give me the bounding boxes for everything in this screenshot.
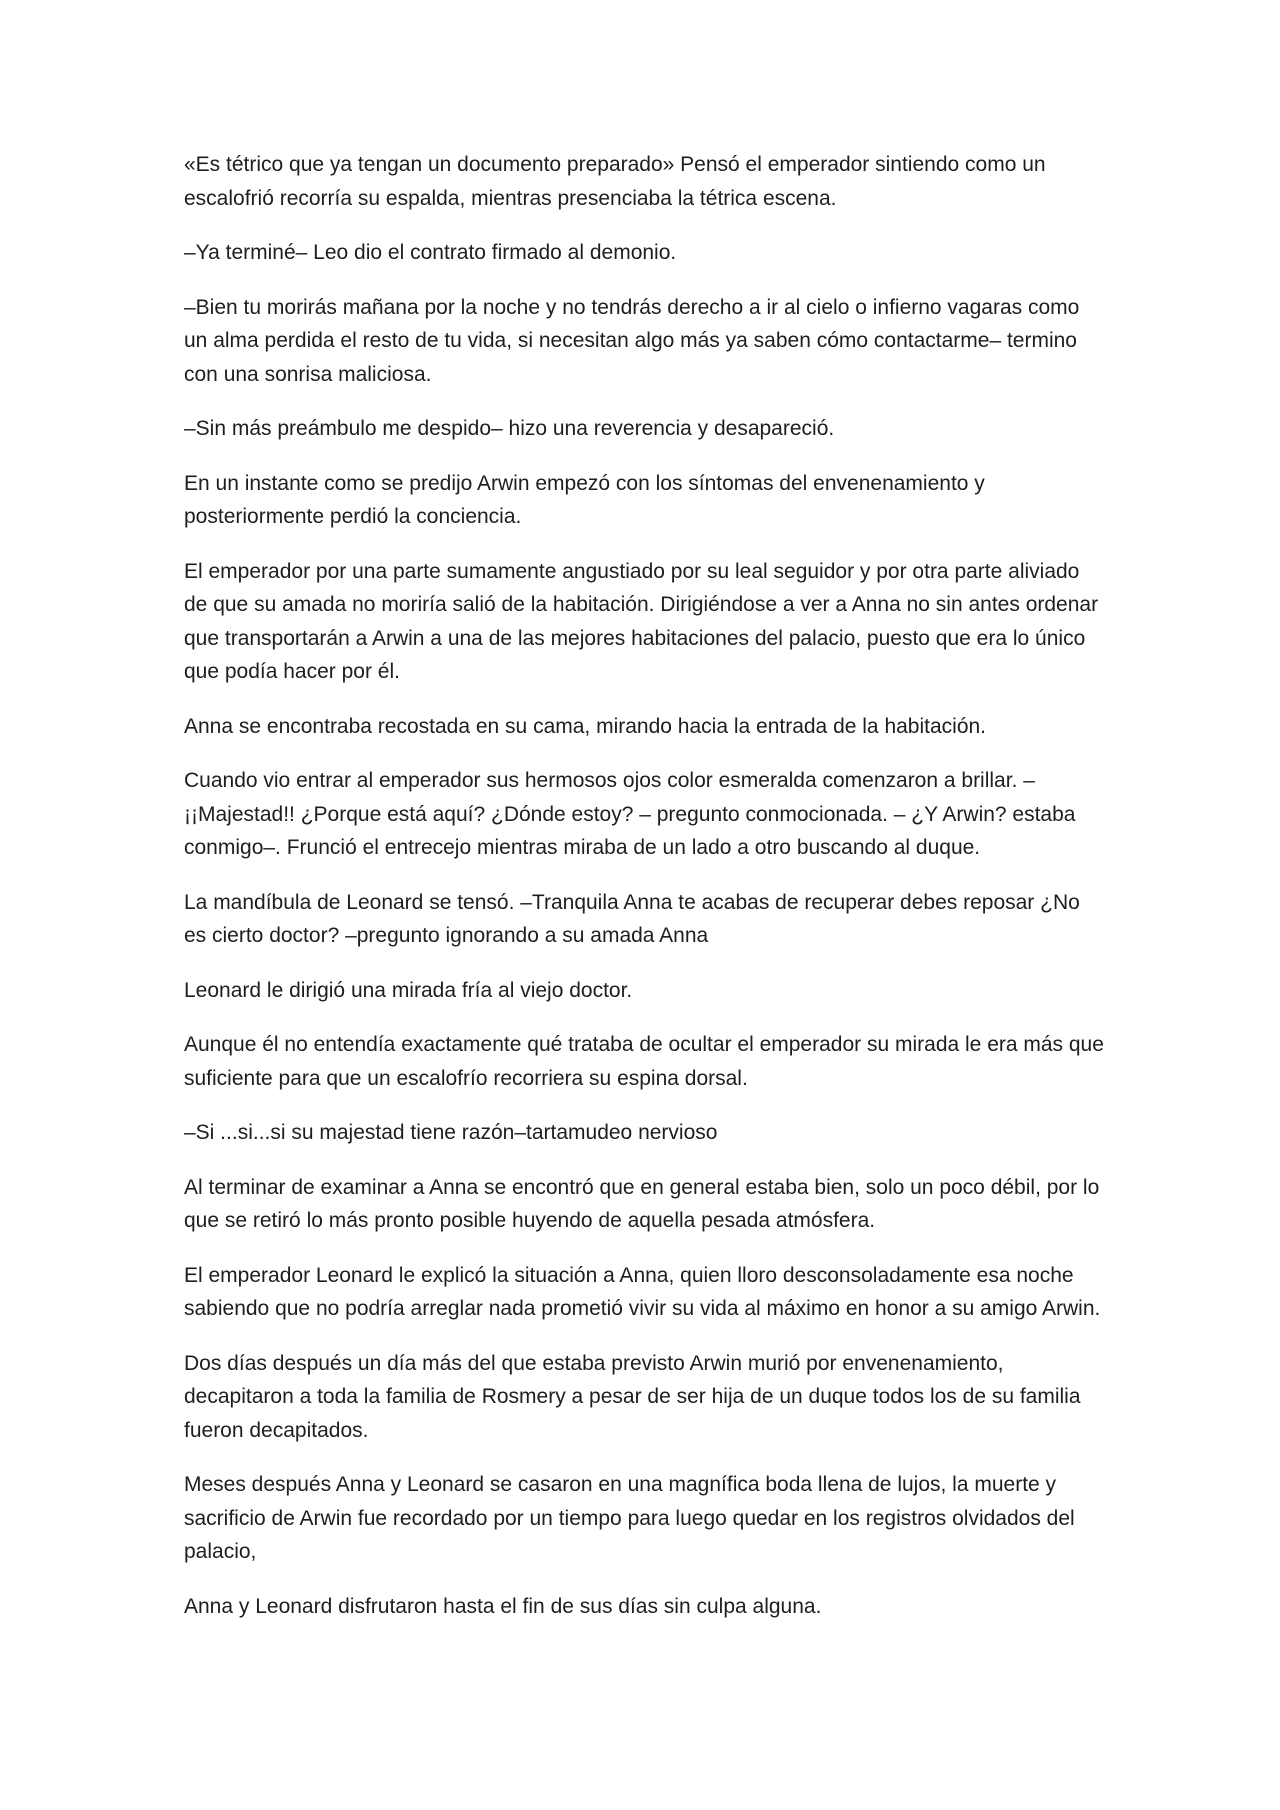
paragraph-7: Anna se encontraba recostada en su cama, mirando hacia la entrada de la habitación.: [184, 714, 987, 738]
paragraph-17: Anna y Leonard disfrutaron hasta el fin de sus días sin culpa alguna.: [184, 1594, 822, 1618]
paragraph-9: La mandíbula de Leonard se tensó. –Tranquila Anna te acabas de recuperar debes reposar ¿No es cierto doctor? –pregunto ignorando a su amada Anna: [184, 890, 1080, 947]
paragraph-11: Aunque él no entendía exactamente qué trataba de ocultar el emperador su mirada le era más que suficiente para que un escalofrío recorriera su espina dorsal.: [184, 1033, 1104, 1090]
paragraph-12: –Si ...si...si su majestad tiene razón–tartamudeo nervioso: [184, 1121, 718, 1144]
paragraph-6: El emperador por una parte sumamente angustiado por su leal seguidor y por otra parte aliviado de que su amada no moriría salió de la habitación. Dirigiéndose a ver a Anna no sin antes ordenar que transportarán a Arwin a una de las mejores habitaciones del palacio, puesto que era lo único que podía hacer por él.: [184, 559, 1099, 683]
paragraph-4: –Sin más preámbulo me despido– hizo una reverencia y desapareció.: [184, 417, 835, 440]
paragraph-1: «Es tétrico que ya tengan un documento preparado» Pensó el emperador sintiendo como un escalofrió recorría su espalda, mientras presenciaba la tétrica escena.: [184, 153, 1046, 210]
paragraph-2: –Ya terminé– Leo dio el contrato firmado al demonio.: [184, 241, 677, 264]
paragraph-13: Al terminar de examinar a Anna se encontró que en general estaba bien, solo un poco débil, por lo que se retiró lo más pronto posible huyendo de aquella pesada atmósfera.: [184, 1175, 1100, 1232]
paragraph-10: Leonard le dirigió una mirada fría al viejo doctor.: [184, 978, 633, 1002]
paragraph-16: Meses después Anna y Leonard se casaron en una magnífica boda llena de lujos, la muerte y sacrificio de Arwin fue recordado por un tiempo para luego quedar en los registros olvidados del palacio,: [184, 1473, 1075, 1563]
paragraph-3: –Bien tu morirás mañana por la noche y no tendrás derecho a ir al cielo o infierno vagaras como un alma perdida el resto de tu vida, si necesitan algo más ya saben cómo contactarme– termino con una sonrisa maliciosa.: [184, 295, 1080, 386]
document-body: [184, 148, 1104, 1644]
paragraph-15: Dos días después un día más del que estaba previsto Arwin murió por envenenamiento, decapitaron a toda la familia de Rosmery a pesar de ser hija de un duque todos los de su familia fueron decapitados.: [184, 1351, 1081, 1442]
paragraph-8: Cuando vio entrar al emperador sus hermosos ojos color esmeralda comenzaron a brillar. – ¡¡Majestad!! ¿Porque está aquí? ¿Dónde estoy? – pregunto conmocionada. – ¿Y Arwin? estaba conmigo–. Frunció el entrecejo mientras miraba de un lado a otro buscando al duque.: [184, 769, 1076, 859]
paragraph-14: El emperador Leonard le explicó la situación a Anna, quien lloro desconsoladamente esa noche sabiendo que no podría arreglar nada prometió vivir su vida al máximo en honor a su amigo Arwin.: [184, 1263, 1101, 1320]
paragraph-5: En un instante como se predijo Arwin empezó con los síntomas del envenenamiento y posteriormente perdió la conciencia.: [184, 471, 985, 528]
